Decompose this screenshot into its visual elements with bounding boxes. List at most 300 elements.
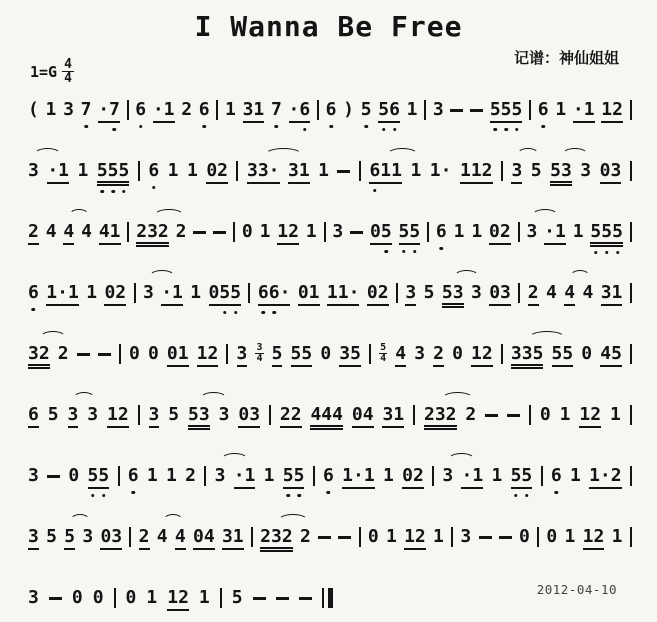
note-digit: 5 — [530, 160, 542, 181]
parenthesis — [28, 99, 39, 120]
date-stamp: 2012-04-10 — [536, 582, 617, 597]
note-digit: 0 — [238, 404, 250, 425]
note — [64, 526, 75, 550]
note-digit: 1 — [472, 465, 484, 486]
note — [260, 526, 293, 552]
note — [382, 404, 404, 428]
barline — [630, 466, 632, 486]
note — [526, 221, 537, 242]
note-digit: · — [279, 282, 291, 303]
note-digit: 5 — [282, 465, 294, 486]
barline — [251, 527, 253, 547]
note-digit: 3 — [521, 343, 533, 364]
note-digit: 2 — [138, 526, 150, 547]
note-digit: 5 — [301, 343, 313, 364]
note — [531, 160, 542, 181]
score-line — [28, 330, 632, 365]
note — [369, 160, 402, 184]
note-digit: 3 — [257, 160, 269, 181]
note-digit: 4 — [395, 343, 407, 364]
note — [143, 282, 154, 303]
note-digit: 3 — [87, 404, 99, 425]
note-digit: 4 — [45, 221, 57, 242]
note-digit: 5 — [423, 282, 435, 303]
note — [573, 221, 584, 242]
note — [442, 282, 464, 308]
note-digit: 1 — [337, 282, 349, 303]
note-digit: 0 — [369, 221, 381, 242]
note-digit: 4 — [582, 282, 594, 303]
note-digit: 1 — [167, 160, 179, 181]
note-digit: 3 — [339, 343, 351, 364]
note-digit: 2 — [185, 465, 196, 486]
note — [104, 282, 126, 306]
note-digit: 2 — [593, 526, 605, 547]
note-digit: 3 — [332, 221, 344, 242]
duration-dash — [299, 597, 312, 600]
note — [206, 160, 228, 184]
note — [544, 221, 566, 245]
note — [28, 587, 39, 608]
barline — [529, 405, 531, 425]
note — [238, 404, 260, 428]
note — [100, 526, 122, 550]
note-digit: 1 — [569, 465, 581, 486]
note-digit: 0 — [402, 465, 413, 486]
note-digit: 5 — [441, 282, 453, 303]
note — [46, 221, 57, 242]
note-digit: 5 — [46, 526, 57, 547]
barline — [529, 100, 531, 120]
note-digit: 1 — [263, 465, 275, 486]
note-digit: 1 — [611, 282, 623, 303]
note-digit: 5 — [188, 404, 199, 425]
note-digit: 1 — [363, 465, 375, 486]
note — [197, 343, 219, 367]
note-digit: 3 — [28, 465, 39, 486]
score-line — [28, 147, 632, 182]
note-digit: 5 — [409, 221, 421, 242]
note-digit: 0 — [206, 160, 218, 181]
note-digit: 0 — [297, 282, 309, 303]
key-signature — [30, 58, 74, 85]
note-digit: 1 — [410, 160, 422, 181]
note-digit: · — [47, 160, 59, 181]
note-digit: 5 — [87, 465, 99, 486]
final-barline — [322, 588, 333, 608]
note-digit: 1 — [385, 526, 397, 547]
note — [199, 99, 210, 120]
duration-dash — [193, 231, 206, 234]
note — [288, 160, 310, 184]
duration-dash — [338, 536, 351, 539]
note — [28, 404, 39, 428]
note — [442, 465, 453, 486]
note — [555, 99, 566, 120]
note-digit: 5 — [360, 99, 372, 120]
note — [68, 465, 79, 486]
note — [58, 343, 69, 364]
note — [46, 99, 57, 120]
note — [209, 282, 242, 306]
note — [436, 221, 447, 242]
note-digit: · — [461, 465, 473, 486]
note — [78, 160, 89, 181]
note — [264, 465, 275, 486]
note — [590, 221, 623, 247]
note-digit: 3 — [382, 404, 394, 425]
note — [332, 221, 343, 242]
note — [491, 465, 502, 486]
note-digit: 3 — [405, 282, 417, 303]
barline — [451, 527, 453, 547]
note — [185, 465, 196, 486]
note-digit: 6 — [369, 160, 381, 181]
note-digit: 1 — [163, 99, 175, 120]
note — [546, 282, 557, 303]
note-digit: 3 — [526, 221, 538, 242]
note-digit: 4 — [203, 526, 215, 547]
note — [225, 99, 236, 120]
note-digit: · — [98, 99, 110, 120]
note — [610, 404, 621, 425]
note-digit: 6 — [389, 99, 400, 120]
note-digit: 0 — [351, 404, 363, 425]
note-digit: 4 — [362, 404, 374, 425]
note — [168, 160, 179, 181]
note — [320, 343, 331, 364]
note-digit: 3 — [246, 160, 258, 181]
note — [582, 282, 593, 303]
note — [600, 343, 622, 367]
note-digit: 2 — [590, 404, 602, 425]
note-digit: 1 — [491, 465, 503, 486]
barline — [369, 344, 371, 364]
note — [471, 343, 493, 367]
note — [175, 526, 186, 550]
note-digit: 5 — [350, 343, 361, 364]
note-digit: 0 — [367, 526, 379, 547]
note-digit: 0 — [71, 587, 83, 608]
note-digit: 3 — [500, 282, 511, 303]
note-digit: 1 — [244, 465, 256, 486]
note-digit: 2 — [481, 343, 493, 364]
note-digit: 5 — [290, 343, 302, 364]
note-digit: 1 — [67, 282, 79, 303]
note-digit: · — [268, 160, 280, 181]
barline — [630, 161, 632, 181]
note — [490, 99, 523, 123]
note — [153, 99, 175, 123]
note-digit: 0 — [519, 526, 530, 547]
note — [232, 587, 243, 608]
note-digit: 1 — [471, 221, 483, 242]
note-digit: 5 — [64, 526, 76, 547]
note-digit: · — [599, 465, 611, 486]
duration-dash — [507, 414, 520, 417]
note-digit: 1 — [611, 526, 623, 547]
note-digit: 1 — [433, 526, 444, 547]
note — [63, 221, 74, 245]
note-digit: 1 — [198, 587, 210, 608]
note — [280, 404, 302, 428]
barline — [424, 100, 426, 120]
note — [47, 160, 69, 184]
note — [28, 282, 39, 303]
note-digit: 6 — [550, 465, 562, 486]
note-digit: 1 — [564, 526, 576, 547]
note-digit: 5 — [231, 587, 243, 608]
note-digit: 1 — [308, 282, 320, 303]
barline — [129, 527, 131, 547]
note-digit: 1 — [406, 99, 418, 120]
note — [323, 465, 334, 486]
note-digit: 0 — [489, 221, 500, 242]
note — [404, 526, 426, 550]
note — [471, 282, 482, 303]
key-label: 1=G — [30, 62, 58, 81]
note-digit: 1 — [225, 99, 236, 120]
note — [386, 526, 397, 547]
note — [28, 465, 39, 486]
note — [93, 587, 104, 608]
note-digit: 5 — [168, 404, 180, 425]
note — [215, 465, 226, 486]
time-signature-bottom: 4 — [64, 71, 72, 86]
duration-dash — [318, 536, 331, 539]
barline — [501, 161, 503, 181]
note-digit: 3 — [470, 282, 482, 303]
note — [271, 99, 282, 120]
note-digit: 2 — [481, 160, 493, 181]
note-digit: 1 — [253, 99, 265, 120]
note — [361, 99, 372, 120]
barline — [114, 588, 116, 608]
note-digit: 0 — [489, 282, 501, 303]
note-digit: 1 — [109, 221, 121, 242]
score-lines — [28, 86, 632, 622]
note-digit: 2 — [412, 465, 424, 486]
duration-dash — [253, 597, 266, 600]
note-digit: 3 — [510, 343, 522, 364]
score-line — [28, 86, 632, 121]
barline — [216, 100, 218, 120]
note-digit: 0 — [125, 587, 137, 608]
note — [128, 465, 139, 486]
barline — [541, 466, 543, 486]
barline — [630, 405, 632, 425]
meter-change-top: 5 — [380, 342, 387, 353]
meter-change — [379, 343, 387, 364]
note-digit: 2 — [499, 221, 511, 242]
note-digit: 4 — [600, 343, 612, 364]
note-digit: 5 — [551, 343, 563, 364]
note-digit: 5 — [562, 343, 574, 364]
note-digit: 0 — [192, 526, 204, 547]
duration-dash — [499, 536, 512, 539]
note-digit: 6 — [28, 282, 39, 303]
note-digit: 2 — [279, 404, 291, 425]
note-digit: 1 — [298, 160, 310, 181]
note — [148, 160, 159, 181]
note — [243, 99, 265, 123]
note-digit: 4 — [310, 404, 322, 425]
note — [612, 526, 623, 547]
note-digit: 1 — [572, 221, 584, 242]
note-digit: 4 — [156, 526, 168, 547]
note-digit: 3 — [287, 160, 299, 181]
note-digit: 5 — [612, 221, 623, 242]
note-digit: 4 — [545, 282, 557, 303]
duration-dash — [479, 536, 492, 539]
note-digit: 5 — [601, 221, 613, 242]
note-digit: 3 — [414, 343, 426, 364]
note-digit: 1 — [404, 526, 415, 547]
note — [136, 221, 169, 247]
meter-change-bottom: 4 — [256, 353, 263, 364]
note-digit: 2 — [117, 404, 129, 425]
note-digit: 1 — [554, 221, 566, 242]
note — [433, 526, 444, 547]
note-digit: 0 — [104, 282, 116, 303]
note — [97, 160, 130, 186]
note-digit: 2 — [610, 465, 622, 486]
note-digit: 3 — [600, 282, 612, 303]
note-digit: 0 — [208, 282, 220, 303]
note-digit: 2 — [433, 343, 444, 364]
note — [234, 465, 256, 489]
note-digit: 1 — [601, 99, 613, 120]
note-digit: 2 — [217, 160, 228, 181]
note — [190, 282, 201, 303]
note-digit: 1 — [583, 99, 595, 120]
score-line — [28, 452, 632, 487]
meter-change-bottom: 4 — [380, 353, 387, 364]
barline — [359, 161, 361, 181]
note-digit: 3 — [460, 526, 472, 547]
note-digit: 3 — [147, 221, 158, 242]
barline — [269, 405, 271, 425]
note-digit: 4 — [174, 526, 186, 547]
note-digit: 3 — [28, 343, 39, 364]
note — [352, 404, 374, 428]
barline — [630, 283, 632, 303]
barline — [518, 222, 520, 242]
note-digit: · — [233, 465, 245, 486]
note — [28, 160, 39, 181]
note — [107, 404, 129, 428]
note — [461, 465, 483, 489]
barline — [204, 466, 206, 486]
note-digit: 5 — [96, 160, 108, 181]
note-digit: · — [348, 282, 360, 303]
score-line — [28, 513, 632, 548]
note-digit: 0 — [539, 404, 551, 425]
note-digit: 2 — [157, 221, 169, 242]
note-digit: 3 — [82, 526, 94, 547]
note-digit: 6 — [135, 99, 147, 120]
note — [318, 160, 329, 181]
note-digit: 2 — [207, 343, 219, 364]
score-line — [28, 208, 632, 243]
note — [82, 526, 93, 547]
note-digit: 1 — [196, 343, 208, 364]
barline — [396, 283, 398, 303]
note-digit: 7 — [109, 99, 120, 120]
note-digit: 2 — [612, 99, 623, 120]
barline — [413, 405, 415, 425]
note-digit: 2 — [281, 526, 293, 547]
note — [454, 221, 465, 242]
barline — [226, 344, 228, 364]
parenthesis — [343, 99, 354, 120]
note — [540, 404, 551, 425]
meter-change-top: 3 — [256, 342, 263, 353]
note-digit: 3 — [432, 99, 444, 120]
note-digit: 1 — [380, 160, 392, 181]
note-digit: 6 — [435, 221, 447, 242]
barline — [630, 100, 632, 120]
note — [327, 282, 360, 306]
note-digit: · — [440, 160, 452, 181]
note — [579, 404, 601, 428]
note — [528, 282, 539, 306]
barline — [119, 344, 121, 364]
note-digit: 1 — [391, 160, 402, 181]
note-digit: 2 — [299, 526, 311, 547]
note-digit: 0 — [166, 343, 178, 364]
note — [565, 526, 576, 547]
note — [72, 587, 83, 608]
note-digit: · — [152, 99, 164, 120]
note-digit: 3 — [236, 343, 248, 364]
note-digit: 3 — [28, 587, 39, 608]
note — [222, 526, 244, 550]
note — [564, 282, 575, 306]
note-digit: · — [161, 282, 173, 303]
note — [167, 587, 189, 611]
note-digit: 0 — [147, 343, 159, 364]
note-digit: · — [572, 99, 584, 120]
note — [601, 99, 623, 123]
barline — [427, 222, 429, 242]
note-digit: 1 — [305, 221, 317, 242]
note — [28, 343, 50, 369]
note-digit: 4 — [321, 404, 333, 425]
barline — [432, 466, 434, 486]
note — [560, 404, 571, 425]
note — [395, 343, 406, 367]
meter-change — [255, 343, 263, 364]
note-digit: 1 — [318, 160, 329, 181]
note — [405, 282, 416, 306]
note-digit: 3 — [148, 404, 160, 425]
note — [370, 221, 392, 245]
barline — [324, 222, 326, 242]
note-digit: 5 — [489, 99, 501, 120]
note-digit: 0 — [68, 465, 80, 486]
note-digit: 0 — [241, 221, 253, 242]
note-digit: 7 — [270, 99, 282, 120]
note-digit: 2 — [423, 404, 435, 425]
note-digit: 1 — [259, 221, 271, 242]
barline — [138, 161, 140, 181]
duration-dash — [450, 109, 463, 112]
note-digit: 2 — [57, 343, 69, 364]
note — [247, 160, 280, 184]
note — [157, 526, 168, 547]
note — [424, 282, 435, 303]
